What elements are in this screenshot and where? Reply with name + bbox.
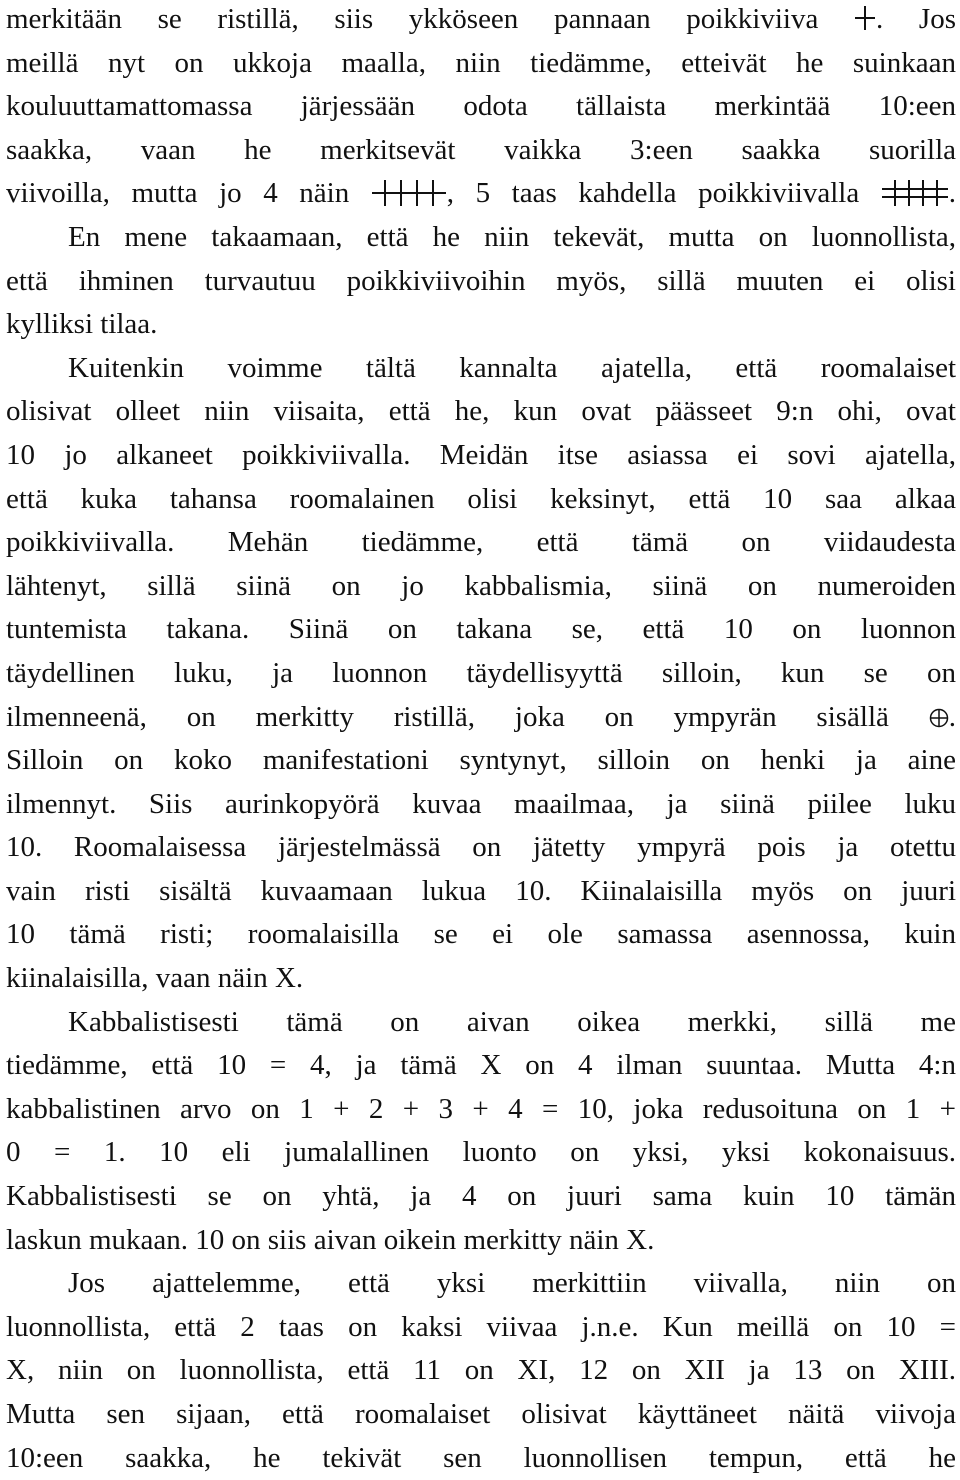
text-line: kouluuttamattomassa järjessään odota tällaista merkintää 10:een (6, 90, 956, 123)
text-line: Kuitenkin voimme tältä kannalta ajatella, että roomalaiset (68, 351, 956, 384)
four-tally-glyph (371, 179, 447, 207)
text-line: Silloin on koko manifestationi syntynyt, silloin on henki ja aine (6, 744, 956, 777)
text-line (6, 0, 956, 42)
text-line: 10. Roomalaisessa järjestelmässä on jätetty ympyrä pois ja otettu (6, 831, 956, 864)
text-line: Kabbalistisesti tämä on aivan oikea merkki, sillä me (68, 1005, 956, 1038)
text-line: tuntemista takana. Siinä on takana se, että 10 on luonnon (6, 613, 956, 646)
text-line: Kabbalistisesti se on yhtä, ja 4 on juuri sama kuin 10 tämän (6, 1180, 956, 1213)
text-span: . Jos (876, 3, 956, 35)
text-line: että ihminen turvautuu poikkiviivoihin myös, sillä muuten ei olisi (6, 264, 956, 297)
text-line: tiedämme, että 10 = 4, ja tämä X on 4 ilman suuntaa. Mutta 4:n (6, 1049, 956, 1082)
text-line: 10:een saakka, he tekivät sen luonnollisen tempun, että he (6, 1441, 956, 1474)
text-line: poikkiviivalla. Mehän tiedämme, että tämä on viidaudesta (6, 526, 956, 559)
text-line: että kuka tahansa roomalainen olisi keksinyt, että 10 saa alkaa (6, 482, 956, 515)
text-line: meillä nyt on ukkoja maalla, niin tiedämme, etteivät he suinkaan (6, 46, 956, 79)
text-span: viivoilla, mutta jo 4 näin (6, 177, 350, 210)
text-span: . (948, 700, 957, 733)
text-line: saakka, vaan he merkitsevät vaikka 3:een saakka suorilla (6, 133, 956, 166)
one-crossbar-tally-glyph (854, 5, 876, 31)
text-line: En mene takaamaan, että he niin tekevät, mutta on luonnollista, (68, 220, 956, 253)
sun-wheel-circled-cross-icon (929, 708, 949, 728)
text-line: Mutta sen sijaan, että roomalaiset olisivat käyttäneet näitä viivoja (6, 1398, 956, 1430)
text-line: täydellinen luku, ja luonnon täydellisyyttä silloin, kun se on (6, 656, 956, 689)
text-line (6, 696, 956, 740)
text-line: olisivat olleet niin viisaita, että he, kun ovat päässeet 9:n ohi, ovat (6, 395, 956, 428)
text-line: Jos ajattelemme, että yksi merkittiin viivalla, niin on (68, 1267, 956, 1300)
text-line: kiinalaisilla, vaan näin X. (6, 962, 304, 995)
text-line: luonnollista, että 2 taas on kaksi viivaa j.n.e. Kun meillä on 10 = (6, 1310, 956, 1343)
text-span: . (948, 177, 957, 210)
text-line: laskun mukaan. 10 on siis aivan oikein merkitty näin X. (6, 1223, 655, 1256)
text-span: , 5 taas kahdella poikkiviivalla (446, 177, 860, 210)
text-line (6, 172, 956, 216)
text-line: X, niin on luonnollista, että 11 on XI, 12 on XII ja 13 on XIII. (6, 1354, 956, 1387)
text-span: ilmenneenä, on merkitty ristillä, joka on ympyrän sisällä (6, 700, 889, 733)
text-line: ilmennyt. Siis aurinkopyörä kuvaa maailmaa, ja siinä piilee luku (6, 787, 956, 820)
text-line: 10 jo alkaneet poikkiviivalla. Meidän itse asiassa ei sovi ajatella, (6, 438, 956, 471)
text-line: vain risti sisältä kuvaamaan lukua 10. Kiinalaisilla myös on juuri (6, 874, 956, 907)
text-line: 0 = 1. 10 eli jumalallinen luonto on yksi, yksi kokonaisuus. (6, 1136, 956, 1169)
text-line: kabbalistinen arvo on 1 + 2 + 3 + 4 = 10, joka redusoituna on 1 + (6, 1092, 956, 1125)
text-line: 10 tämä risti; roomalaisilla se ei ole samassa asennossa, kuin (6, 918, 956, 951)
text-line: lähtenyt, sillä siinä on jo kabbalismia, siinä on numeroiden (6, 569, 956, 602)
five-double-crossbar-tally-glyph (881, 179, 949, 207)
text-line: kylliksi tilaa. (6, 308, 158, 341)
text-span: merkitään se ristillä, siis ykköseen pannaan poikkiviiva (6, 3, 819, 35)
